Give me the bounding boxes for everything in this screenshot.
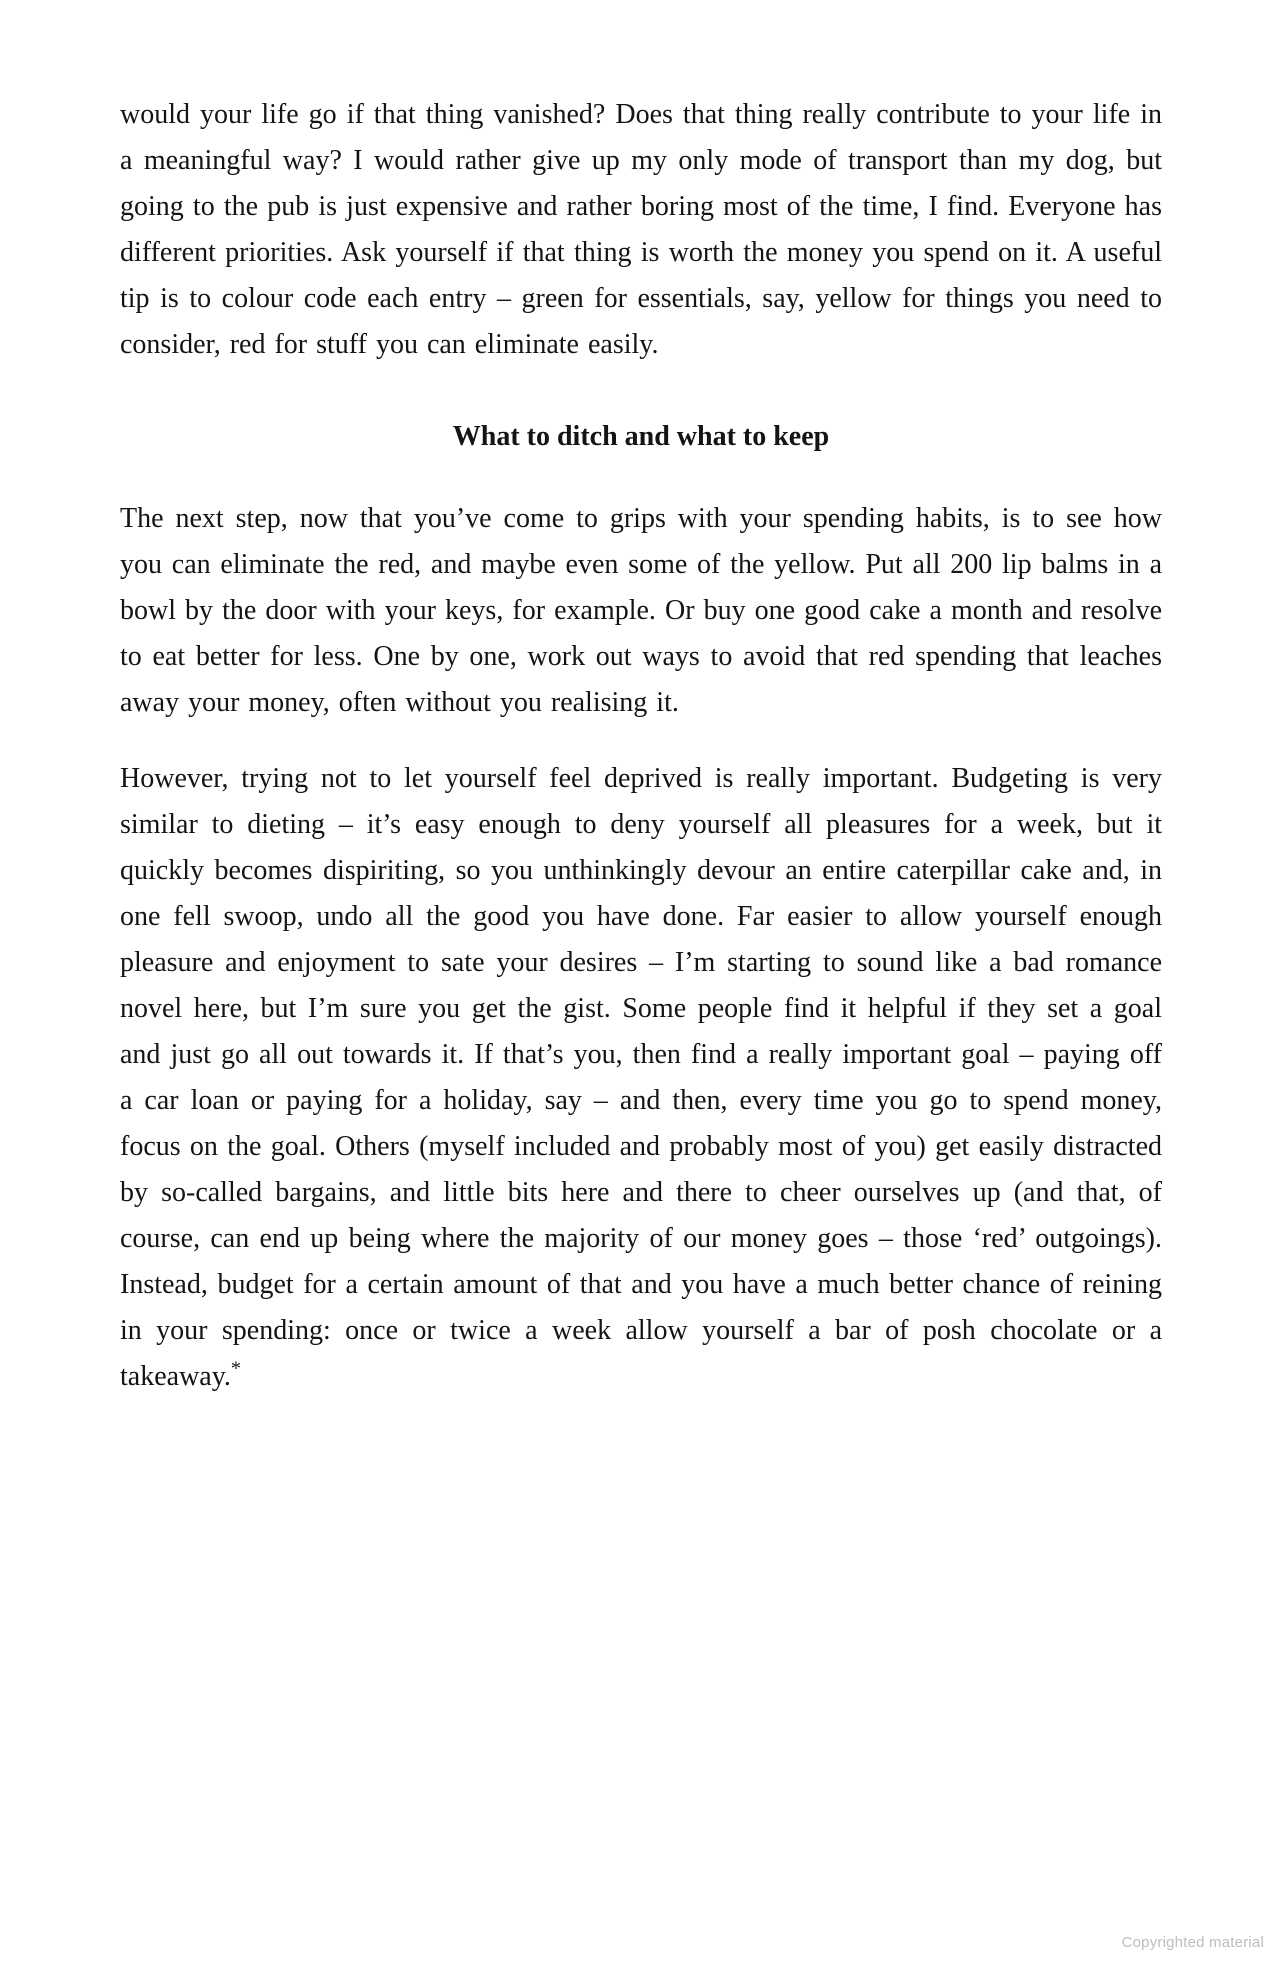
section-heading: What to ditch and what to keep — [452, 421, 830, 452]
text-column — [120, 92, 1162, 1430]
paragraph-however-text: However, trying not to let yourself feel deprived is really important. Budgeting is very similar to dieting – it’s easy enough to deny yourself all pleasures for a week, but it quickly becomes dispiriting, so you unthinkingly devour an entire caterpillar cake and, in one fell swoop, undo all the good you have done. Far easier to allow yourself enough pleasure and enjoyment to sate your desires – I’m starting to sound like a bad romance novel here, but I’m sure you get the gist. Some people find it helpful if they set a goal and just go all out towards it. If that’s you, then find a really important goal – paying off a car loan or paying for a holiday, say – and then, every time you go to spend money, focus on the goal. Others (myself included and probably most of you) get easily distracted by so-called bargains, and little bits here and there to cheer ourselves up (and that, of course, can end up being where the majority of our money goes – those ‘red’ outgoings). Instead, budget for a certain amount of that and you have a much better chance of reining in your spending: once or twice a week allow yourself a bar of posh chocolate or a takeaway. — [120, 763, 1162, 1392]
paragraph-continued-from-previous-page: would your life go if that thing vanished? Does that thing really contribute to your life in a meaningful way? I would rather give up my only mode of transport than my dog, but going to the pub is just expensive and rather boring most of the time, I find. Everyone has different priorities. Ask yourself if that thing is worth the money you spend on it. A useful tip is to colour code each entry – green for essentials, say, yellow for things you need to consider, red for stuff you can eliminate easily. — [120, 99, 1162, 360]
paragraph-next-step: The next step, now that you’ve come to grips with your spending habits, is to see how you can eliminate the red, and maybe even some of the yellow. Put all 200 lip balms in a bowl by the door with your keys, for example. Or buy one good cake a month and resolve to eat better for less. One by one, work out ways to avoid that red spending that leaches away your money, often without you realising it. — [120, 503, 1162, 718]
copyright-watermark: Copyrighted material — [1121, 1934, 1264, 1951]
paragraph-however — [120, 756, 1162, 1400]
footnote-asterisk: * — [230, 1357, 241, 1380]
